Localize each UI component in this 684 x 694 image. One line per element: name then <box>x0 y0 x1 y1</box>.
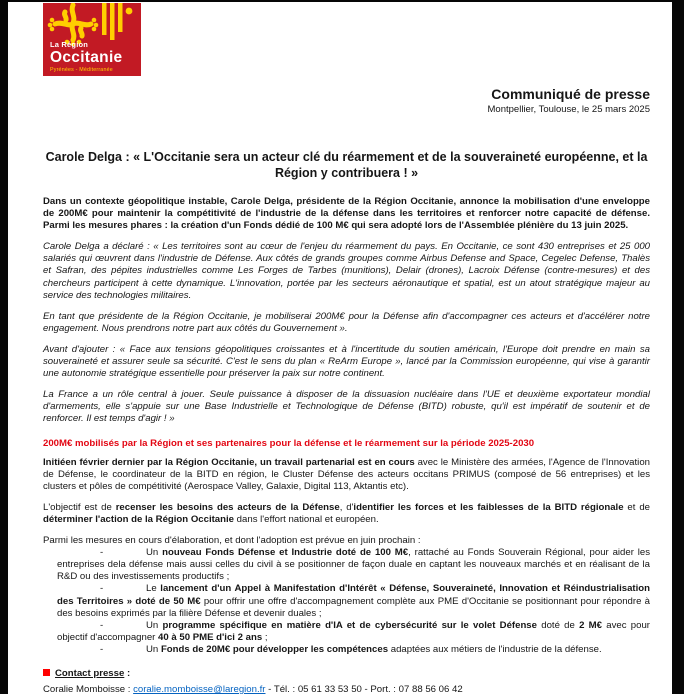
quote-paragraph-4: La France a un rôle central à jouer. Seule puissance à disposer de la dissuasion nucléaire dans l'UE et deuxième exportateur mondial d'armements, elle s'appuie sur une Base Industrielle et Technologique de Défense (BITD) robuste, qu'il est impératif de soutenir et de renforcer. Il est temps d'agir ! » <box>43 389 650 425</box>
contact-label: Contact presse <box>55 668 125 679</box>
bullet-dash: - <box>100 643 104 655</box>
quote-paragraph-3: Avant d'ajouter : « Face aux tensions géopolitiques croissantes et à l'incertitude du soutien américain, l'Europe doit prendre en main sa souveraineté et assurer seule sa sécurité. C'est le sens du plan « ReArm Europe », lancé par la Commission européenne, qui vise à garantir une autonomie stratégique essentielle pour préserver la paix sur notre continent. <box>43 343 650 380</box>
measure-item-text: Le lancement d'un Appel à Manifestation d'Intérêt « Défense, Souveraineté, Innovation et Réindustrialisation des Territoires » doté de 50 M€ pour offrir une offre d'accompagnement complète aux PME d'Occitanie se positionnant pour répondre à des besoins exprimés par la filière Défense et devenir duales ; <box>57 583 650 619</box>
bullet-dash: - <box>100 583 104 595</box>
press-release-dateline: Montpellier, Toulouse, le 25 mars 2025 <box>487 104 650 115</box>
contact-line: Coralie Momboisse : coralie.momboisse@laregion.fr - Tél. : 05 61 33 53 50 - Port. : 07 88 56 06 42 <box>43 684 463 694</box>
measure-item-2 <box>57 583 650 619</box>
document-page <box>8 2 672 694</box>
quote-paragraph-2: En tant que présidente de la Région Occitanie, je mobiliserai 200M€ pour la Défense afin d'accompagner ces acteurs et d'accélérer notre engagement. Nous prendrons notre part aux côtés du Gouvernement ». <box>43 310 650 334</box>
objective-paragraph: L'objectif est de recenser les besoins des acteurs de la Défense, d'identifier les forces et les faiblesses de la BITD régionale et de déterminer l'action de la Région Occitanie dans l'effort national et européen. <box>43 501 650 525</box>
section-heading: 200M€ mobilisés par la Région et ses partenaires pour la défense et le réarmement sur la période 2025-2030 <box>43 437 535 449</box>
measure-item-1 <box>57 547 650 583</box>
email-link[interactable]: coralie.momboisse@laregion.fr <box>133 684 266 694</box>
intro-paragraph: Dans un contexte géopolitique instable, Carole Delga, présidente de la Région Occitanie, annonce la mobilisation d'une enveloppe de 200M€ pour maintenir la compétitivité de l'industrie de la défense dans les territoires et renforcer notre capacité de défense. Parmi les mesures phares : la création d'un Fonds dédié de 100 M€ qui sera adopté lors de l'Assemblée plénière du 13 juin 2025. <box>43 196 650 232</box>
measure-item-text: Un programme spécifique en matière d'IA et de cybersécurité sur le volet Défense doté de 2 M€ avec pour objectif d'accompagner 40 à 50 PME d'ici 2 ans ; <box>57 619 650 643</box>
logo-text <box>50 41 122 73</box>
occitanie-logo <box>43 3 141 76</box>
logo-region-label: La Région <box>50 39 89 49</box>
bullet-dash: - <box>100 619 104 631</box>
partnership-paragraph: Initiéen février dernier par la Région Occitanie, un travail partenarial est en cours avec le Ministère des armées, l'Agence de l'Innovation de Défense, le coordinateur de la BITD en région, le Cluster Défense des acteurs occitans PRIMUS (composé de 56 entreprises) et les clusters et pôles de compétitivité (Aerospace Valley, Galaxie, Digital 113, Aktantis etc). <box>43 456 650 492</box>
measure-item-3 <box>57 620 650 644</box>
contact-heading <box>43 668 650 680</box>
measure-item-text: Un Fonds de 20M€ pour développer les compétences adaptées aux métiers de l'industrie de la défense. <box>146 643 602 655</box>
logo-name: Occitanie <box>50 49 123 67</box>
press-release-header <box>488 86 650 115</box>
body-copy <box>43 196 650 694</box>
measure-item-text: Un nouveau Fonds Défense et Industrie doté de 100 M€, rattaché au Fonds Souverain Régional, pour aider les entreprises dela défense mais aussi celles du civil à se positionner de façon duale en captant les nouveaux marchés et en réalisant de la R&D ou des investissements productifs ; <box>57 547 650 583</box>
logo-subtitle: Pyrénées - Méditerranée <box>50 66 113 73</box>
measures-intro: Parmi les mesures en cours d'élaboration, et dont l'adoption est prévue en juin prochain : <box>43 535 421 547</box>
contact-colon: : <box>124 668 131 679</box>
page-title: Carole Delga : « L'Occitanie sera un acteur clé du réarmement et de la souveraineté européenne, et la Région y contribuera ! » <box>45 150 648 180</box>
quote-paragraph-1: Carole Delga a déclaré : « Les territoires sont au cœur de l'enjeu du réarmement du pays. En Occitanie, ce sont 430 entreprises et 25 000 salariés qui œuvrent dans l'industrie de Défense. Aux côtés de grands groupes comme Airbus Defense and Space, Cegelec Defense, Thalès et Safran, des pépites industrielles comme Les Forges de Tarbes (munitions), Delair (drones), Lacroix Défense (contre-mesures) et des chercheurs participent à cette dynamique. L'innovation, portée par les secteurs aéronautique et spatial, est un atout stratégique majeur au service des technologies militaires. <box>43 241 650 301</box>
bullet-dash: - <box>100 547 104 559</box>
press-release-kicker: Communiqué de presse <box>491 86 650 102</box>
red-square-bullet-icon <box>43 669 50 676</box>
measure-item-4 <box>57 644 650 656</box>
